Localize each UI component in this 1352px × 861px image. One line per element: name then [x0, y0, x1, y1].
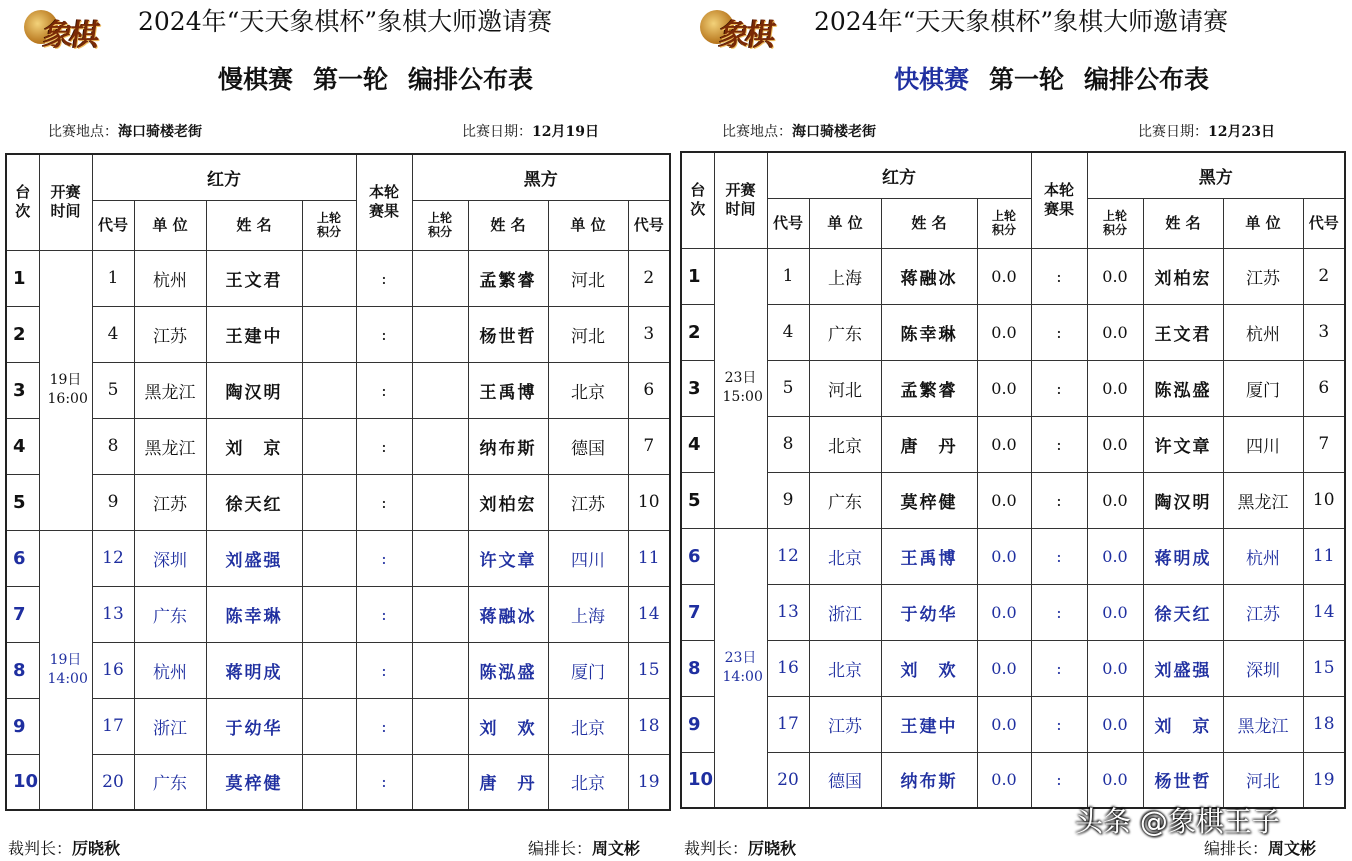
table-number: 3	[681, 360, 714, 416]
red-code: 12	[92, 530, 134, 586]
table-row	[6, 698, 670, 754]
red-prev-points: 0.0	[977, 584, 1031, 640]
black-player-name: 刘柏宏	[468, 474, 548, 530]
table-row	[681, 584, 1345, 640]
red-prev-points: 0.0	[977, 752, 1031, 808]
red-prev-points: 0.0	[977, 472, 1031, 528]
board-subtitle	[218, 60, 533, 96]
date-value: 12月23日	[1208, 124, 1275, 140]
black-code: 6	[1303, 360, 1345, 416]
table-row	[681, 248, 1345, 304]
red-code: 5	[92, 362, 134, 418]
table-number: 4	[681, 416, 714, 472]
table-number: 6	[6, 530, 39, 586]
round-result: :	[1031, 416, 1087, 472]
black-code: 7	[628, 418, 670, 474]
red-prev-points: 0.0	[977, 360, 1031, 416]
red-player-name: 刘 京	[206, 418, 302, 474]
black-player-name: 纳布斯	[468, 418, 548, 474]
black-unit: 北京	[548, 362, 628, 418]
table-number: 7	[681, 584, 714, 640]
black-prev-points	[412, 474, 468, 530]
black-prev-points: 0.0	[1087, 304, 1143, 360]
table-row	[6, 250, 670, 306]
red-code: 16	[767, 640, 809, 696]
table-row	[6, 362, 670, 418]
header-black-prev-points: 上轮积分	[412, 200, 468, 250]
round-result: :	[356, 250, 412, 306]
table-row	[6, 642, 670, 698]
black-player-name: 陈泓盛	[1143, 360, 1223, 416]
red-unit: 广东	[134, 586, 206, 642]
black-prev-points	[412, 250, 468, 306]
table-number: 8	[6, 642, 39, 698]
black-player-name: 许文章	[1143, 416, 1223, 472]
date-label: 比赛日期：	[1138, 124, 1208, 140]
event-title: 2024年“天天象棋杯”象棋大师邀请赛	[138, 7, 553, 36]
table-number: 1	[681, 248, 714, 304]
red-player-name: 陈幸琳	[881, 304, 977, 360]
black-player-name: 孟繁睿	[468, 250, 548, 306]
black-unit: 深圳	[1223, 640, 1303, 696]
black-prev-points: 0.0	[1087, 248, 1143, 304]
table-number: 2	[681, 304, 714, 360]
red-prev-points: 0.0	[977, 696, 1031, 752]
black-player-name: 刘柏宏	[1143, 248, 1223, 304]
round-result: :	[356, 530, 412, 586]
black-code: 14	[628, 586, 670, 642]
date-label: 比赛日期：	[462, 124, 532, 140]
red-player-name: 陶汉明	[206, 362, 302, 418]
round-result: :	[1031, 696, 1087, 752]
header-red-unit: 单 位	[809, 198, 881, 248]
black-prev-points: 0.0	[1087, 696, 1143, 752]
header-black-code: 代号	[628, 200, 670, 250]
black-player-name: 刘 京	[1143, 696, 1223, 752]
red-prev-points	[302, 362, 356, 418]
red-prev-points	[302, 586, 356, 642]
red-code: 8	[92, 418, 134, 474]
round-result: :	[356, 698, 412, 754]
red-player-name: 蒋融冰	[881, 248, 977, 304]
referee-label: 裁判长：	[8, 839, 73, 858]
start-time: 23日 15:00	[714, 248, 767, 528]
table-number: 5	[6, 474, 39, 530]
round-result: :	[1031, 248, 1087, 304]
red-prev-points: 0.0	[977, 304, 1031, 360]
red-player-name: 孟繁睿	[881, 360, 977, 416]
black-player-name: 徐天红	[1143, 584, 1223, 640]
black-prev-points	[412, 306, 468, 362]
round-result: :	[1031, 752, 1087, 808]
black-code: 14	[1303, 584, 1345, 640]
table-number: 3	[6, 362, 39, 418]
black-player-name: 蒋融冰	[468, 586, 548, 642]
round-result: :	[356, 754, 412, 810]
venue-info	[722, 121, 876, 141]
red-prev-points	[302, 418, 356, 474]
black-unit: 河北	[1223, 752, 1303, 808]
round-result: :	[356, 642, 412, 698]
arranger-name: 周文彬	[1268, 839, 1317, 858]
black-code: 15	[628, 642, 670, 698]
black-unit: 北京	[548, 754, 628, 810]
date-value: 12月19日	[532, 124, 599, 140]
red-player-name: 莫梓健	[206, 754, 302, 810]
header-result: 本轮赛果	[1031, 152, 1087, 248]
red-code: 5	[767, 360, 809, 416]
header-red-unit: 单 位	[134, 200, 206, 250]
black-unit: 杭州	[1223, 528, 1303, 584]
table-row	[6, 306, 670, 362]
black-code: 19	[1303, 752, 1345, 808]
red-unit: 江苏	[809, 696, 881, 752]
red-unit: 上海	[809, 248, 881, 304]
black-code: 2	[628, 250, 670, 306]
red-prev-points	[302, 642, 356, 698]
red-player-name: 莫梓健	[881, 472, 977, 528]
black-code: 11	[1303, 528, 1345, 584]
red-unit: 江苏	[134, 306, 206, 362]
table-number: 6	[681, 528, 714, 584]
header-black-unit: 单 位	[548, 200, 628, 250]
red-unit: 杭州	[134, 642, 206, 698]
black-unit: 江苏	[548, 474, 628, 530]
black-code: 10	[1303, 472, 1345, 528]
black-prev-points	[412, 362, 468, 418]
red-code: 9	[767, 472, 809, 528]
red-code: 16	[92, 642, 134, 698]
red-player-name: 王禹博	[881, 528, 977, 584]
red-code: 4	[767, 304, 809, 360]
black-unit: 河北	[548, 250, 628, 306]
tournament-logo	[22, 4, 114, 52]
start-time: 19日 14:00	[39, 530, 92, 810]
table-row	[6, 754, 670, 810]
red-unit: 北京	[809, 416, 881, 472]
red-unit: 黑龙江	[134, 418, 206, 474]
watermark: 头条 @象棋王子	[1075, 805, 1280, 838]
black-prev-points: 0.0	[1087, 528, 1143, 584]
table-number: 8	[681, 640, 714, 696]
header-red-code: 代号	[767, 198, 809, 248]
header-black-side: 黑方	[412, 154, 670, 200]
black-player-name: 陈泓盛	[468, 642, 548, 698]
red-prev-points	[302, 698, 356, 754]
red-code: 4	[92, 306, 134, 362]
red-unit: 浙江	[809, 584, 881, 640]
black-code: 15	[1303, 640, 1345, 696]
header-red-name: 姓 名	[206, 200, 302, 250]
header-table-no: 台次	[6, 154, 39, 250]
red-prev-points: 0.0	[977, 416, 1031, 472]
date-info	[1138, 121, 1275, 141]
black-player-name: 蒋明成	[1143, 528, 1223, 584]
venue-label: 比赛地点：	[48, 124, 118, 140]
red-code: 20	[767, 752, 809, 808]
red-unit: 黑龙江	[134, 362, 206, 418]
black-prev-points	[412, 586, 468, 642]
round-result: :	[356, 586, 412, 642]
tournament-logo	[698, 4, 790, 52]
red-prev-points: 0.0	[977, 528, 1031, 584]
table-row	[6, 586, 670, 642]
black-player-name: 陶汉明	[1143, 472, 1223, 528]
black-player-name: 唐 丹	[468, 754, 548, 810]
black-unit: 四川	[1223, 416, 1303, 472]
black-prev-points	[412, 642, 468, 698]
red-player-name: 王建中	[206, 306, 302, 362]
black-code: 2	[1303, 248, 1345, 304]
black-prev-points: 0.0	[1087, 640, 1143, 696]
header-black-code: 代号	[1303, 198, 1345, 248]
black-prev-points: 0.0	[1087, 472, 1143, 528]
venue-value: 海口骑楼老街	[792, 124, 876, 140]
black-player-name: 杨世哲	[468, 306, 548, 362]
header-black-side: 黑方	[1087, 152, 1345, 198]
red-unit: 深圳	[134, 530, 206, 586]
black-prev-points: 0.0	[1087, 752, 1143, 808]
black-code: 19	[628, 754, 670, 810]
red-player-name: 蒋明成	[206, 642, 302, 698]
black-unit: 黑龙江	[1223, 696, 1303, 752]
pairing-table	[680, 151, 1346, 809]
start-time: 19日 16:00	[39, 250, 92, 530]
logo-mark: 象棋	[717, 18, 774, 53]
header-black-unit: 单 位	[1223, 198, 1303, 248]
referee-line	[8, 836, 120, 859]
round-label: 第一轮	[313, 65, 389, 94]
table-row	[6, 474, 670, 530]
red-player-name: 王建中	[881, 696, 977, 752]
black-unit: 江苏	[1223, 248, 1303, 304]
table-number: 9	[6, 698, 39, 754]
table-number: 10	[6, 754, 39, 810]
game-type: 快棋赛	[894, 65, 970, 94]
black-prev-points: 0.0	[1087, 360, 1143, 416]
black-unit: 杭州	[1223, 304, 1303, 360]
red-unit: 北京	[809, 528, 881, 584]
black-code: 6	[628, 362, 670, 418]
header-black-name: 姓 名	[1143, 198, 1223, 248]
red-code: 20	[92, 754, 134, 810]
black-code: 7	[1303, 416, 1345, 472]
table-number: 10	[681, 752, 714, 808]
red-unit: 广东	[134, 754, 206, 810]
table-row	[681, 472, 1345, 528]
black-unit: 江苏	[1223, 584, 1303, 640]
referee-label: 裁判长：	[684, 839, 749, 858]
rapid-game-panel	[676, 0, 1352, 861]
table-number: 5	[681, 472, 714, 528]
red-unit: 德国	[809, 752, 881, 808]
header-red-prev-points: 上轮积分	[977, 198, 1031, 248]
round-result: :	[1031, 304, 1087, 360]
referee-name: 厉晓秋	[72, 839, 121, 858]
red-code: 1	[767, 248, 809, 304]
header-table-no: 台次	[681, 152, 714, 248]
red-prev-points: 0.0	[977, 248, 1031, 304]
header-red-code: 代号	[92, 200, 134, 250]
header-red-prev-points: 上轮积分	[302, 200, 356, 250]
header-start-time: 开赛时间	[39, 154, 92, 250]
header-black-prev-points: 上轮积分	[1087, 198, 1143, 248]
arranger-label: 编排长：	[528, 839, 593, 858]
board-title: 编排公布表	[1084, 65, 1210, 94]
black-unit: 厦门	[1223, 360, 1303, 416]
red-prev-points	[302, 306, 356, 362]
table-number: 2	[6, 306, 39, 362]
black-unit: 黑龙江	[1223, 472, 1303, 528]
round-result: :	[1031, 584, 1087, 640]
red-player-name: 陈幸琳	[206, 586, 302, 642]
black-code: 10	[628, 474, 670, 530]
round-result: :	[356, 418, 412, 474]
black-unit: 河北	[548, 306, 628, 362]
red-code: 8	[767, 416, 809, 472]
table-number: 1	[6, 250, 39, 306]
red-player-name: 王文君	[206, 250, 302, 306]
arranger-line	[528, 836, 640, 859]
pairing-table	[5, 153, 671, 811]
black-player-name: 王禹博	[468, 362, 548, 418]
referee-name: 厉晓秋	[748, 839, 797, 858]
black-prev-points	[412, 418, 468, 474]
black-prev-points: 0.0	[1087, 416, 1143, 472]
board-title: 编排公布表	[408, 65, 534, 94]
header-black-name: 姓 名	[468, 200, 548, 250]
header-start-time: 开赛时间	[714, 152, 767, 248]
table-row	[6, 418, 670, 474]
black-player-name: 刘盛强	[1143, 640, 1223, 696]
red-prev-points	[302, 530, 356, 586]
header-result: 本轮赛果	[356, 154, 412, 250]
black-code: 3	[628, 306, 670, 362]
black-player-name: 刘 欢	[468, 698, 548, 754]
red-unit: 广东	[809, 304, 881, 360]
black-prev-points: 0.0	[1087, 584, 1143, 640]
red-unit: 杭州	[134, 250, 206, 306]
header-red-side: 红方	[767, 152, 1031, 198]
table-row	[681, 416, 1345, 472]
table-row	[681, 360, 1345, 416]
round-result: :	[356, 474, 412, 530]
red-unit: 江苏	[134, 474, 206, 530]
red-player-name: 刘 欢	[881, 640, 977, 696]
start-time: 23日 14:00	[714, 528, 767, 808]
round-label: 第一轮	[989, 65, 1065, 94]
round-result: :	[1031, 528, 1087, 584]
red-prev-points	[302, 250, 356, 306]
red-player-name: 徐天红	[206, 474, 302, 530]
round-result: :	[1031, 640, 1087, 696]
round-result: :	[1031, 472, 1087, 528]
header-red-name: 姓 名	[881, 198, 977, 248]
board-subtitle	[894, 60, 1209, 96]
black-unit: 厦门	[548, 642, 628, 698]
round-result: :	[1031, 360, 1087, 416]
red-unit: 北京	[809, 640, 881, 696]
red-code: 13	[92, 586, 134, 642]
venue-label: 比赛地点：	[722, 124, 792, 140]
black-player-name: 杨世哲	[1143, 752, 1223, 808]
red-player-name: 于幼华	[206, 698, 302, 754]
event-title: 2024年“天天象棋杯”象棋大师邀请赛	[814, 7, 1229, 36]
red-prev-points	[302, 474, 356, 530]
red-unit: 浙江	[134, 698, 206, 754]
black-unit: 四川	[548, 530, 628, 586]
red-code: 1	[92, 250, 134, 306]
red-code: 13	[767, 584, 809, 640]
venue-value: 海口骑楼老街	[118, 124, 202, 140]
red-code: 9	[92, 474, 134, 530]
black-prev-points	[412, 754, 468, 810]
red-unit: 河北	[809, 360, 881, 416]
red-prev-points	[302, 754, 356, 810]
red-player-name: 刘盛强	[206, 530, 302, 586]
table-number: 7	[6, 586, 39, 642]
red-unit: 广东	[809, 472, 881, 528]
header-red-side: 红方	[92, 154, 356, 200]
round-result: :	[356, 362, 412, 418]
referee-line	[684, 836, 796, 859]
table-row	[681, 696, 1345, 752]
round-result: :	[356, 306, 412, 362]
red-prev-points: 0.0	[977, 640, 1031, 696]
red-player-name: 纳布斯	[881, 752, 977, 808]
arranger-label: 编排长：	[1204, 839, 1269, 858]
black-code: 3	[1303, 304, 1345, 360]
venue-info	[48, 121, 202, 141]
table-number: 9	[681, 696, 714, 752]
black-code: 11	[628, 530, 670, 586]
arranger-name: 周文彬	[592, 839, 641, 858]
game-type: 慢棋赛	[218, 65, 294, 94]
red-code: 17	[92, 698, 134, 754]
red-player-name: 于幼华	[881, 584, 977, 640]
black-unit: 上海	[548, 586, 628, 642]
black-prev-points	[412, 530, 468, 586]
table-row	[681, 528, 1345, 584]
table-row	[681, 640, 1345, 696]
date-info	[462, 121, 599, 141]
red-code: 12	[767, 528, 809, 584]
table-number: 4	[6, 418, 39, 474]
black-code: 18	[1303, 696, 1345, 752]
logo-mark: 象棋	[41, 18, 98, 53]
table-row	[6, 530, 670, 586]
black-player-name: 许文章	[468, 530, 548, 586]
red-player-name: 唐 丹	[881, 416, 977, 472]
black-prev-points	[412, 698, 468, 754]
black-unit: 北京	[548, 698, 628, 754]
black-unit: 德国	[548, 418, 628, 474]
black-code: 18	[628, 698, 670, 754]
table-row	[681, 304, 1345, 360]
red-code: 17	[767, 696, 809, 752]
black-player-name: 王文君	[1143, 304, 1223, 360]
